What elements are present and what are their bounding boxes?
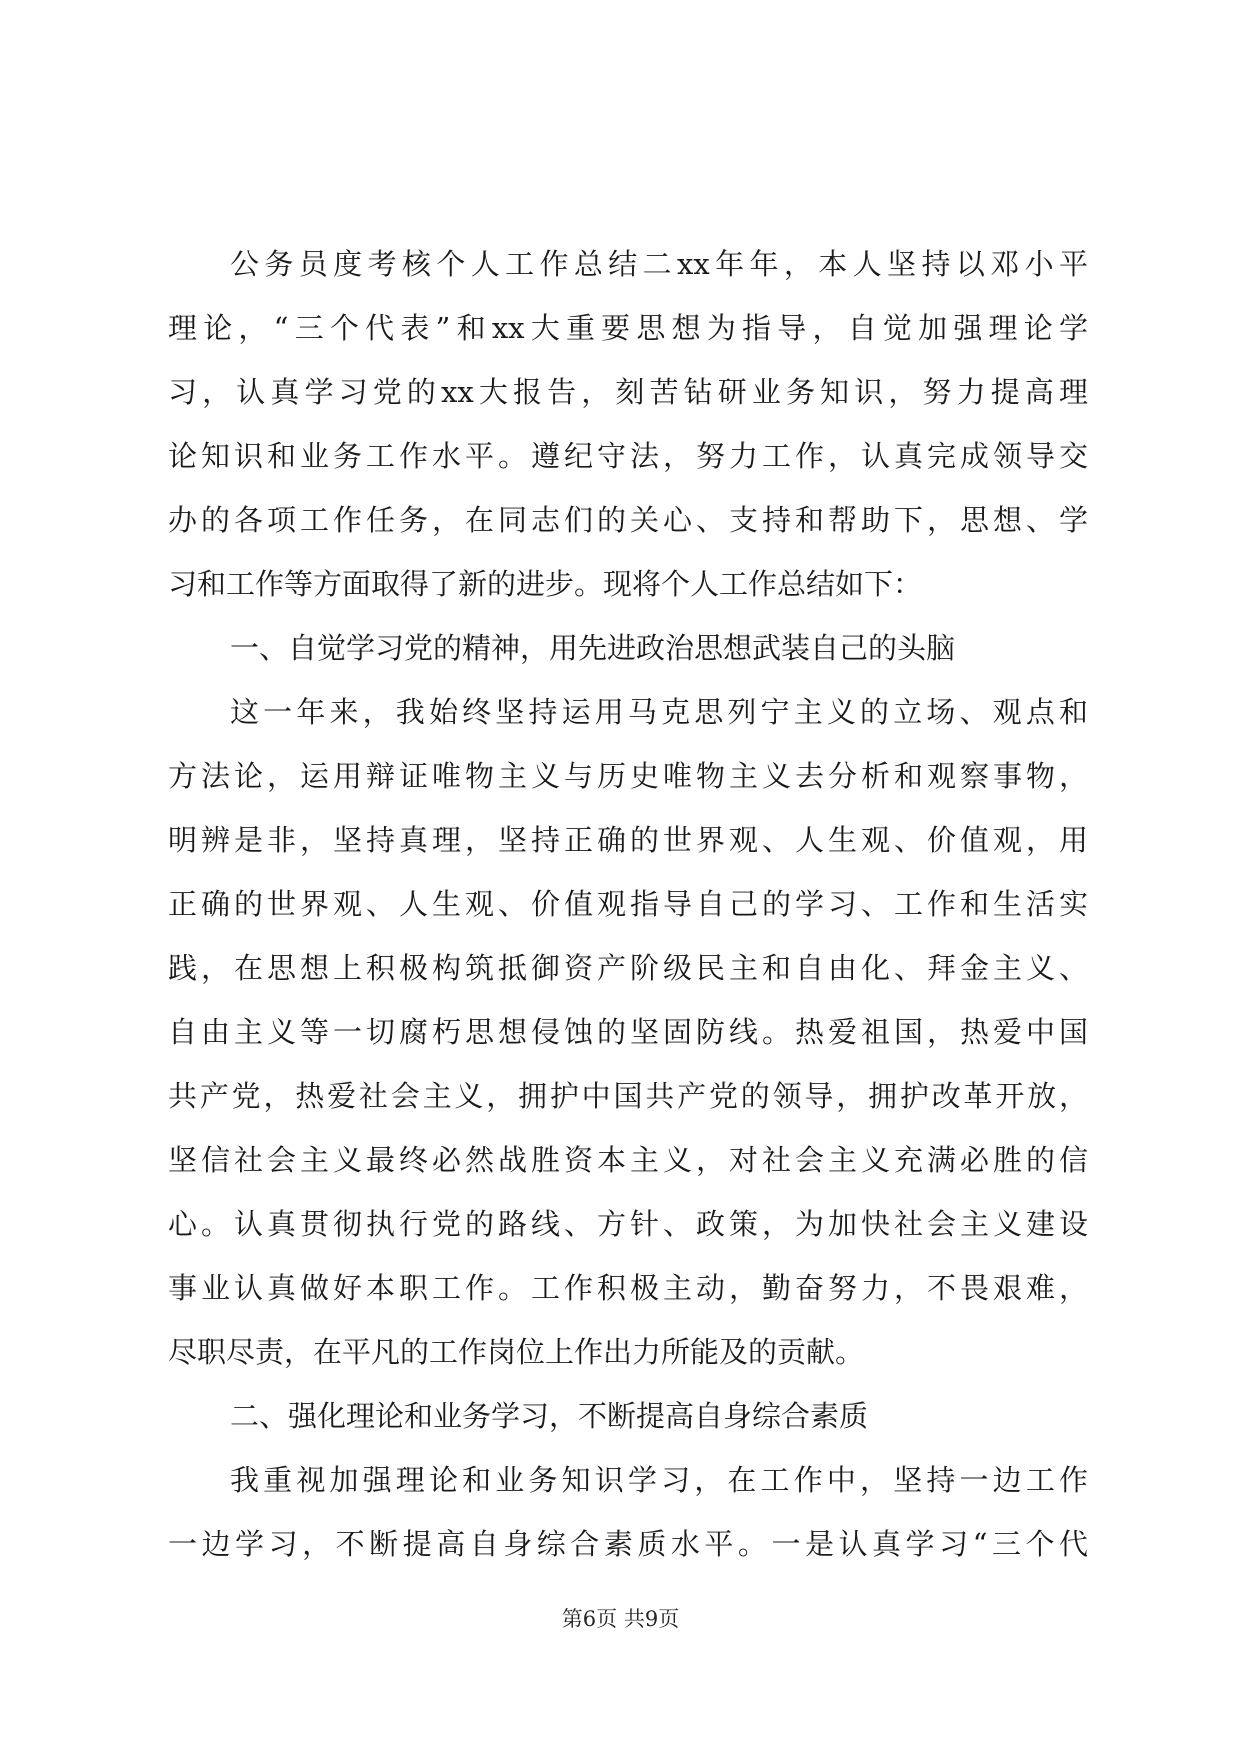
text-line: 办的各项工作任务，在同志们的关心、支持和帮助下，思想、学 [168,503,1088,537]
text-line: 自由主义等一切腐朽思想侵蚀的坚固防线。热爱祖国，热爱中国 [168,1015,1088,1049]
page-footer: 第6页 共9页 [561,1607,680,1631]
text-line: 共产党，热爱社会主义，拥护中国共产党的领导，拥护改革开放， [168,1079,1088,1113]
document-body [168,232,1088,1576]
text-line: 明辨是非，坚持真理，坚持正确的世界观、人生观、价值观，用 [168,823,1088,857]
text-line: 尽职尽责，在平凡的工作岗位上作出力所能及的贡献。 [168,1335,865,1369]
text-line: 理论，“三个代表”和xx大重要思想为指导，自觉加强理论学 [168,311,1088,345]
text-line: 一边学习，不断提高自身综合素质水平。一是认真学习“三个代 [168,1527,1088,1561]
text-line: 习和工作等方面取得了新的进步。现将个人工作总结如下： [168,567,923,601]
text-line: 我重视加强理论和业务知识学习，在工作中，坚持一边工作 [230,1463,1088,1497]
text-line: 事业认真做好本职工作。工作积极主动，勤奋努力，不畏艰难， [168,1271,1088,1305]
text-line: 公务员度考核个人工作总结二xx年年，本人坚持以邓小平 [230,247,1088,281]
text-line: 心。认真贯彻执行党的路线、方针、政策，为加快社会主义建设 [168,1207,1088,1241]
text-line: 这一年来，我始终坚持运用马克思列宁主义的立场、观点和 [230,695,1088,729]
text-line: 二、强化理论和业务学习，不断提高自身综合素质 [230,1399,869,1433]
text-line: 坚信社会主义最终必然战胜资本主义，对社会主义充满必胜的信 [168,1143,1088,1177]
text-line: 习，认真学习党的xx大报告，刻苦钻研业务知识，努力提高理 [168,375,1088,409]
text-line: 践，在思想上积极构筑抵御资产阶级民主和自由化、拜金主义、 [168,951,1088,985]
text-line: 论知识和业务工作水平。遵纪守法，努力工作，认真完成领导交 [168,439,1088,473]
text-line: 正确的世界观、人生观、价值观指导自己的学习、工作和生活实 [168,887,1088,921]
text-line: 一、自觉学习党的精神，用先进政治思想武装自己的头脑 [230,631,956,665]
text-line: 方法论，运用辩证唯物主义与历史唯物主义去分析和观察事物， [168,759,1088,793]
